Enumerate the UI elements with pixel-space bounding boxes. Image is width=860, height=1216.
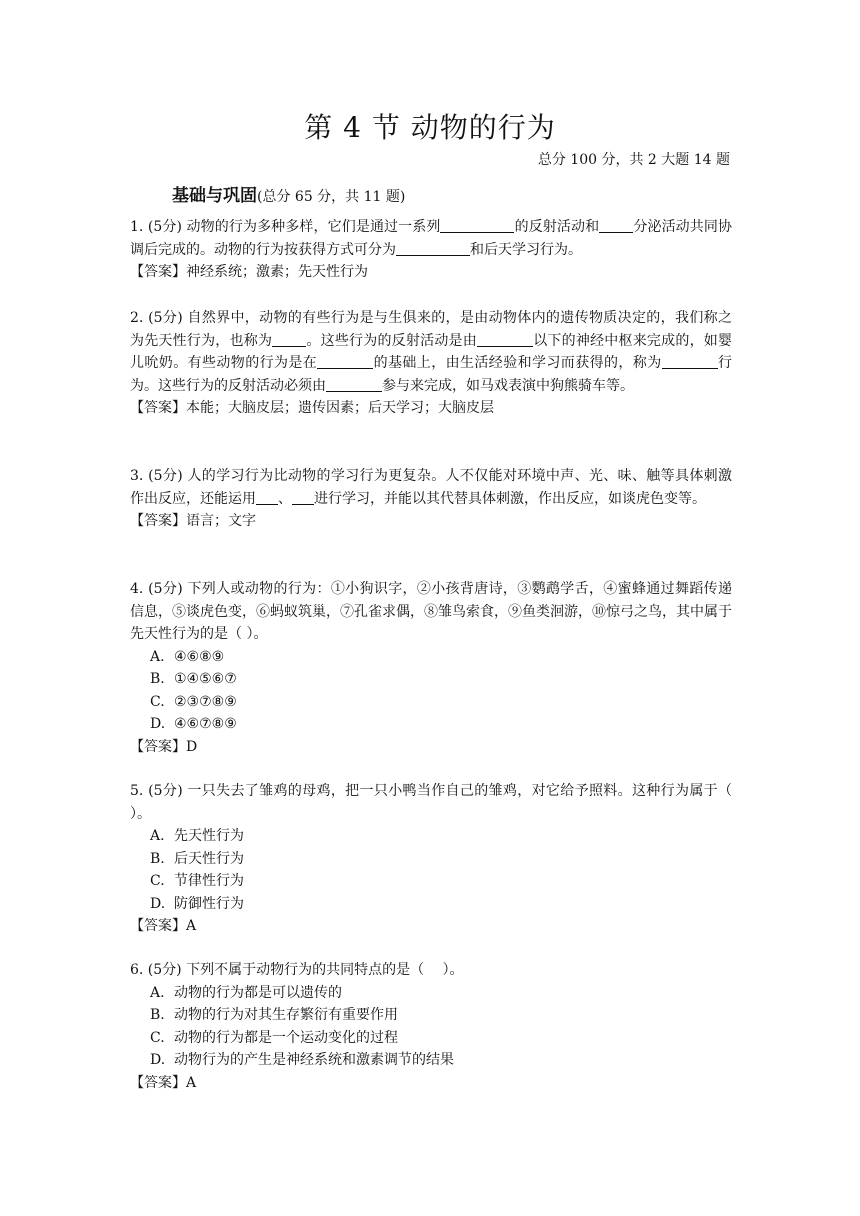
answer-label: 【答案】 bbox=[130, 400, 186, 416]
question-segment: 的反射活动和 bbox=[514, 219, 600, 235]
question-segment: 行为。这些行为的反射活动必须由 bbox=[130, 355, 733, 394]
answer-line bbox=[130, 510, 732, 533]
question-segment: 分泌活动共同协调后完成的。动物的行为按获得方式可分为 bbox=[130, 219, 733, 258]
option-a bbox=[130, 825, 732, 848]
question-text bbox=[130, 307, 732, 397]
option-text: 动物的行为都是一个运动变化的过程 bbox=[174, 1029, 398, 1046]
question-5 bbox=[130, 780, 751, 938]
question-segment: 进行学习，并能以其代替具体刺激，作出反应，如谈虎色变等。 bbox=[314, 490, 706, 507]
option-letter: A. bbox=[150, 648, 165, 665]
question-4 bbox=[130, 578, 732, 758]
answer-value: 本能；大脑皮层；遗传因素；后天学习；大脑皮层 bbox=[186, 400, 494, 416]
option-letter: C. bbox=[150, 873, 165, 889]
question-segment: 和后天学习行为。 bbox=[470, 241, 582, 258]
answer-line bbox=[130, 397, 732, 420]
question-segment: 人的学习行为比动物的学习行为更复杂。人不仅能对环境中声、光、味、触等具体刺激作出反应，还能运用 bbox=[130, 468, 733, 507]
option-letter: A. bbox=[150, 984, 165, 1001]
question-6 bbox=[130, 959, 732, 1094]
question-segment: 、 bbox=[278, 490, 292, 507]
question-body: 下列人或动物的行为：①小狗识字，②小孩背唐诗，③鹦鹉学舌，④蜜蜂通过舞蹈传递信息，⑤谈虎色变，⑥蚂蚁筑巢，⑦孔雀求偶，⑧雏鸟索食，⑨鱼类洄游，⑩惊弓之鸟，其中属于先天性行为的是（ ）。 bbox=[130, 581, 733, 642]
option-text: ④⑥⑧⑨ bbox=[174, 648, 225, 665]
question-1 bbox=[130, 216, 732, 284]
question-number: 3. (5分) bbox=[130, 468, 188, 484]
option-c bbox=[130, 1027, 732, 1050]
question-number: 4. (5分) bbox=[130, 581, 188, 597]
question-segment: 以下的神经中枢来完成的，如婴儿吮奶。有些动物的行为是在 bbox=[130, 332, 733, 371]
option-letter: B. bbox=[150, 1007, 165, 1023]
option-letter: D. bbox=[150, 716, 166, 732]
question-segment: 动物的行为多种多样，它们是通过一系列 bbox=[186, 219, 441, 235]
option-letter: B. bbox=[150, 850, 165, 867]
answer-value: D bbox=[186, 738, 198, 755]
option-letter: C. bbox=[150, 1029, 165, 1046]
section-heading bbox=[172, 183, 405, 210]
answer-blank bbox=[599, 218, 633, 233]
answer-label: 【答案】 bbox=[130, 1074, 186, 1091]
option-a bbox=[130, 646, 732, 669]
option-text: ①④⑤⑥⑦ bbox=[174, 671, 237, 687]
answer-blank bbox=[292, 490, 314, 505]
option-letter: C. bbox=[150, 693, 165, 710]
answer-line bbox=[130, 1072, 732, 1095]
question-text bbox=[130, 780, 751, 825]
question-number: 1. (5分) bbox=[130, 219, 187, 235]
question-3 bbox=[130, 465, 732, 533]
option-text: 节律性行为 bbox=[174, 873, 244, 889]
option-c bbox=[130, 691, 732, 714]
option-text: ④⑥⑦⑧⑨ bbox=[174, 716, 237, 732]
section-name: 基础与巩固 bbox=[172, 186, 257, 206]
question-segment: 参与来完成，如马戏表演中狗熊骑车等。 bbox=[382, 377, 634, 394]
option-b bbox=[130, 848, 732, 871]
question-number: 6. (5分) bbox=[130, 962, 187, 978]
answer-blank bbox=[662, 354, 718, 369]
option-b bbox=[130, 1004, 732, 1027]
answer-blank bbox=[477, 332, 533, 347]
option-letter: D. bbox=[150, 895, 166, 912]
option-letter: D. bbox=[150, 1052, 166, 1068]
question-2 bbox=[130, 307, 732, 420]
question-text bbox=[130, 465, 732, 510]
question-segment: 自然界中，动物的有些行为是与生俱来的，是由动物体内的遗传物质决定的，我们称之为先天性行为，也称为 bbox=[130, 310, 733, 349]
section-meta: (总分 65 分，共 11 题) bbox=[257, 189, 406, 205]
answer-blank bbox=[440, 218, 514, 233]
option-c bbox=[130, 870, 732, 893]
option-text: 动物的行为都是可以遗传的 bbox=[174, 984, 342, 1001]
answer-value: A bbox=[186, 1074, 197, 1091]
option-d bbox=[130, 713, 732, 736]
option-text: ②③⑦⑧⑨ bbox=[174, 693, 237, 710]
option-text: 先天性行为 bbox=[174, 828, 244, 844]
question-body: 下列不属于动物行为的共同特点的是（ ）。 bbox=[186, 962, 464, 978]
answer-line bbox=[130, 915, 732, 938]
answer-label: 【答案】 bbox=[130, 264, 186, 280]
answer-line bbox=[130, 261, 732, 284]
question-number: 2. (5分) bbox=[130, 310, 188, 326]
answer-label: 【答案】 bbox=[130, 918, 186, 934]
option-text: 动物的行为对其生存繁衍有重要作用 bbox=[174, 1007, 398, 1023]
option-d bbox=[130, 893, 732, 916]
answer-blank bbox=[317, 354, 373, 369]
option-d bbox=[130, 1049, 732, 1072]
answer-label: 【答案】 bbox=[130, 513, 186, 529]
option-letter: A. bbox=[150, 828, 165, 844]
question-text bbox=[130, 959, 732, 982]
question-text bbox=[130, 216, 732, 261]
option-letter: B. bbox=[150, 671, 165, 687]
answer-value: 神经系统；激素；先天性行为 bbox=[186, 264, 368, 280]
question-body: 一只失去了雏鸡的母鸡，把一只小鸭当作自己的雏鸡，对它给予照料。这种行为属于（ ）。 bbox=[130, 783, 751, 822]
option-text: 后天性行为 bbox=[174, 850, 244, 867]
question-number: 5. (5分) bbox=[130, 783, 188, 799]
question-segment: 的基础上，由生活经验和学习而获得的，称为 bbox=[373, 355, 662, 371]
question-segment: 。这些行为的反射活动是由 bbox=[306, 332, 477, 349]
answer-blank bbox=[396, 241, 470, 256]
answer-value: 语言；文字 bbox=[186, 513, 256, 529]
option-b bbox=[130, 668, 732, 691]
answer-blank bbox=[272, 332, 306, 347]
page-title: 第 4 节 动物的行为 bbox=[304, 111, 556, 144]
answer-blank bbox=[256, 490, 278, 505]
answer-label: 【答案】 bbox=[130, 738, 186, 755]
option-text: 防御性行为 bbox=[174, 895, 244, 912]
question-text bbox=[130, 578, 732, 646]
answer-blank bbox=[326, 377, 382, 392]
answer-line bbox=[130, 736, 732, 759]
score-summary: 总分 100 分，共 2 大题 14 题 bbox=[537, 152, 730, 168]
answer-value: A bbox=[186, 918, 197, 934]
option-text: 动物行为的产生是神经系统和激素调节的结果 bbox=[174, 1052, 454, 1068]
option-a bbox=[130, 982, 732, 1005]
